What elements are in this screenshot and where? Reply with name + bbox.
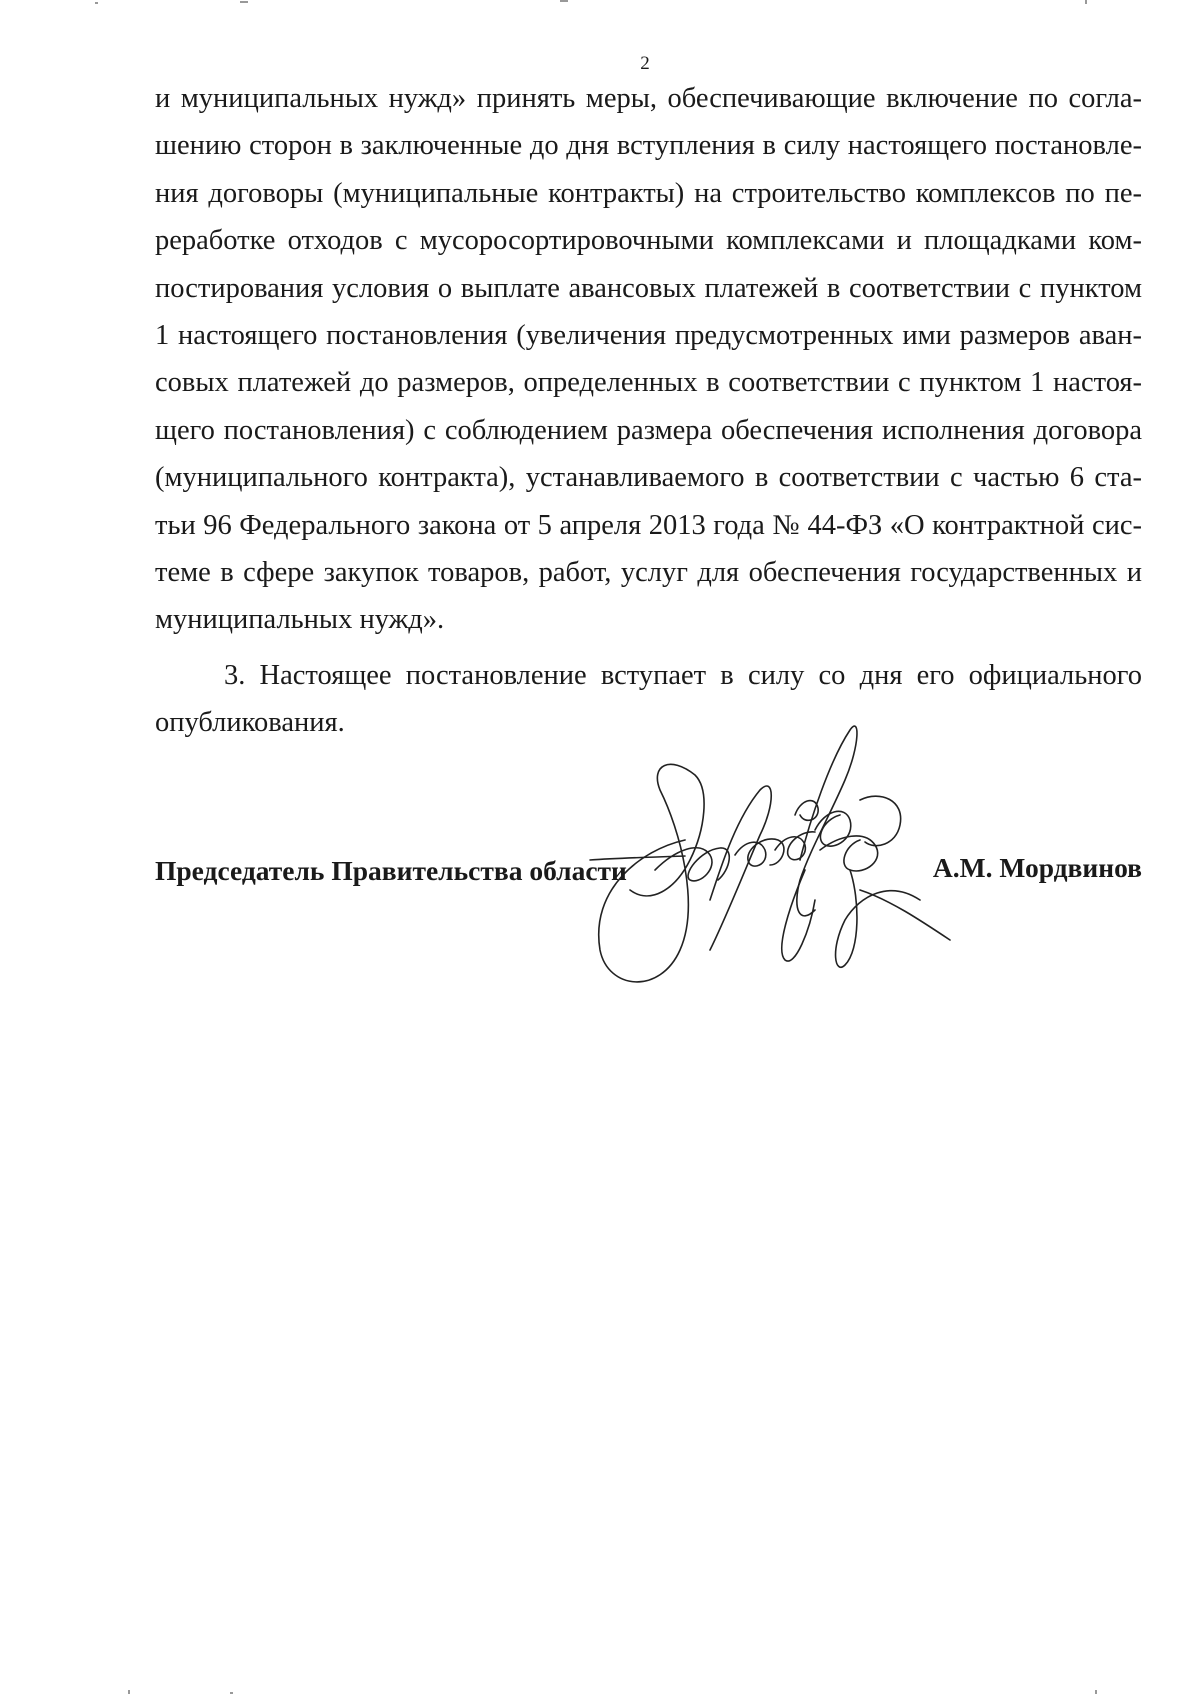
signatory-name: А.М. Мордвинов [932,852,1142,883]
text-line: теме в сфере закупок товаров, работ, услуг для обеспечения государственных и [155,557,1142,589]
text-line: 3. Настоящее постановление вступает в силу со дня его официального [224,659,1142,691]
text-line: щего постановления) с соблюдением размера обеспечения исполнения договора [155,414,1142,446]
text-line: совых платежей до размеров, определенных в соответствии с пунктом 1 настоя- [155,367,1142,399]
text-line: 1 настоящего постановления (увеличения предусмотренных ими размеров аван- [155,320,1142,352]
text-line: шению сторон в заключенные до дня вступления в силу настоящего постановле- [155,130,1142,162]
text-line: опубликования. [155,707,345,739]
scan-speck [128,1690,130,1694]
scan-speck [240,1,248,3]
text-line: постирования условия о выплате авансовых платежей в соответствии с пунктом [155,272,1142,304]
paragraph-spacer [155,644,1142,652]
page-number: 2 [640,53,650,74]
signatory-title: Председатель Правительства области [155,855,627,886]
text-line: ния договоры (муниципальные контракты) на строительство комплексов по пе- [155,177,1142,209]
document-body [155,75,1142,747]
text-line: муниципальных нужд». [155,604,445,636]
scan-speck [1095,1690,1097,1694]
scan-speck [230,1692,233,1694]
text-line: и муниципальных нужд» принять меры, обеспечивающие включение по согла- [155,83,1142,114]
text-line: (муниципального контракта), устанавливаемого в соответствии с частью 6 ста- [155,462,1142,494]
scan-speck [1085,0,1087,4]
scan-speck [95,2,98,4]
paragraph-2-continuation [155,75,1142,644]
text-line: реработке отходов с мусоросортировочными комплексами и площадками ком- [155,225,1142,257]
signature-block [155,852,1142,895]
text-line: тьи 96 Федерального закона от 5 апреля 2013 года № 44-ФЗ «О контрактной сис- [155,509,1142,541]
scan-speck [560,0,568,2]
